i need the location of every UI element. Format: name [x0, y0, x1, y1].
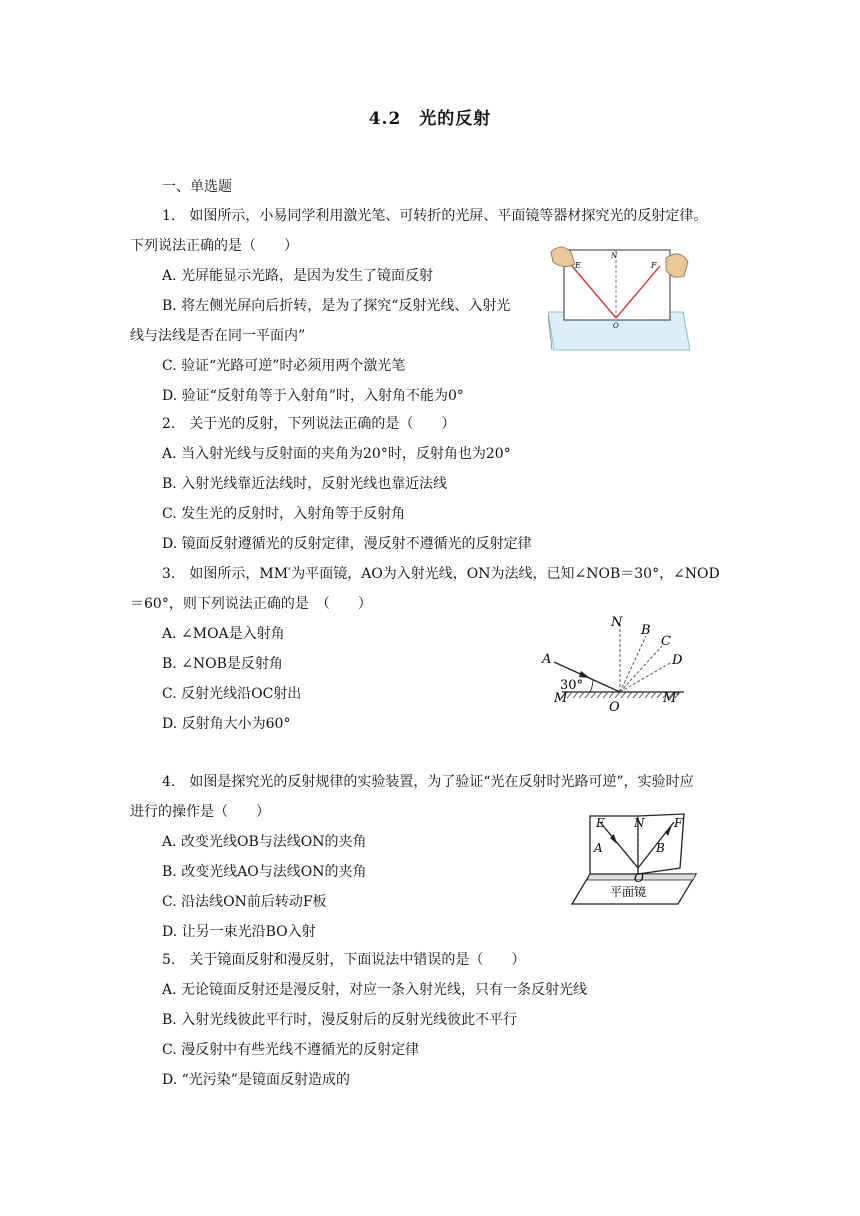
- q4-label-n: N: [634, 816, 645, 830]
- q4-option-b: B. 改变光线AO与法线ON的夹角: [162, 864, 367, 880]
- q5-option-a: A. 无论镜面反射还是漫反射，对应一条入射光线，只有一条反射光线: [162, 982, 588, 998]
- q4-label-b: B: [656, 841, 665, 855]
- q1-option-c: C. 验证“光路可逆”时必须用两个激光笔: [162, 358, 406, 374]
- q3-label-d: D: [672, 653, 683, 668]
- q2-stem: 2. 关于光的反射，下列说法正确的是（ ）: [162, 416, 456, 432]
- q1-figure-laser-reflection: [548, 240, 690, 352]
- q4-label-e: E: [596, 816, 605, 830]
- q1-label-e: E: [575, 261, 581, 270]
- q3-option-c: C. 反射光线沿OC射出: [162, 686, 302, 702]
- q5-option-d: D. “光污染”是镜面反射造成的: [162, 1072, 350, 1088]
- q4-option-c: C. 沿法线ON前后转动F板: [162, 894, 327, 910]
- q3-option-d: D. 反射角大小为60°: [162, 716, 291, 732]
- q1-option-b-line2: 线与法线是否在同一平面内”: [130, 328, 306, 344]
- q2-option-b: B. 入射光线靠近法线时，反射光线也靠近法线: [162, 476, 448, 492]
- q3-stem-line1: 3. 如图所示，MM′为平面镜，AO为入射光线，ON为法线，已知∠NOB＝30°，∠NOD: [162, 566, 720, 582]
- q4-stem-line2: 进行的操作是（ ）: [130, 804, 270, 820]
- q4-stem-line1: 4. 如图是探究光的反射规律的实验装置，为了验证“光在反射时光路可逆”，实验时应: [162, 774, 694, 790]
- q4-label-o: O: [634, 871, 644, 885]
- q3-label-angle: 30°: [560, 678, 584, 693]
- section-heading: 一、单选题: [162, 179, 232, 195]
- q5-stem: 5. 关于镜面反射和漫反射，下面说法中错误的是（ ）: [162, 952, 526, 968]
- q3-stem-line2: ＝60°，则下列说法正确的是 （ ）: [130, 596, 372, 612]
- q1-label-f: F: [651, 261, 657, 270]
- q1-option-b-line1: B. 将左侧光屏向后折转，是为了探究“反射光线、入射光: [162, 298, 511, 314]
- q3-label-m: M: [554, 691, 568, 706]
- q1-option-a: A. 光屏能显示光路，是因为发生了镜面反射: [162, 268, 434, 284]
- q4-figure-reflection-apparatus: [570, 812, 700, 908]
- q4-label-f: F: [674, 816, 683, 830]
- q3-label-a: A: [542, 652, 552, 667]
- q3-label-c: C: [661, 634, 671, 649]
- q3-label-o: O: [609, 700, 620, 715]
- q3-figure-angle-diagram: [534, 612, 704, 716]
- page-title: 4.2 光的反射: [368, 109, 492, 129]
- q3-label-m-prime: M′: [663, 691, 680, 706]
- q3-option-b: B. ∠NOB是反射角: [162, 656, 283, 672]
- q2-option-a: A. 当入射光线与反射面的夹角为20°时，反射角也为20°: [162, 446, 511, 462]
- q4-option-a: A. 改变光线OB与法线ON的夹角: [162, 834, 367, 850]
- q4-label-mirror: 平面镜: [610, 885, 647, 899]
- q1-stem-line1: 1. 如图所示，小易同学利用激光笔、可转折的光屏、平面镜等器材探究光的反射定律。: [162, 208, 708, 224]
- q5-option-c: C. 漫反射中有些光线不遵循光的反射定律: [162, 1042, 420, 1058]
- q3-label-b: B: [641, 623, 651, 638]
- q5-option-b: B. 入射光线彼此平行时，漫反射后的反射光线彼此不平行: [162, 1012, 518, 1028]
- q2-option-c: C. 发生光的反射时，入射角等于反射角: [162, 506, 406, 522]
- q2-option-d: D. 镜面反射遵循光的反射定律，漫反射不遵循光的反射定律: [162, 536, 532, 552]
- q1-label-n: N: [611, 252, 618, 260]
- q1-option-d: D. 验证“反射角等于入射角”时，入射角不能为0°: [162, 388, 464, 404]
- q4-option-d: D. 让另一束光沿BO入射: [162, 924, 316, 940]
- q4-label-a: A: [594, 841, 603, 855]
- q1-label-o: O: [613, 322, 619, 330]
- q3-label-n: N: [611, 615, 623, 630]
- q1-stem-line2: 下列说法正确的是（ ）: [130, 238, 298, 254]
- q3-option-a: A. ∠MOA是入射角: [162, 626, 285, 642]
